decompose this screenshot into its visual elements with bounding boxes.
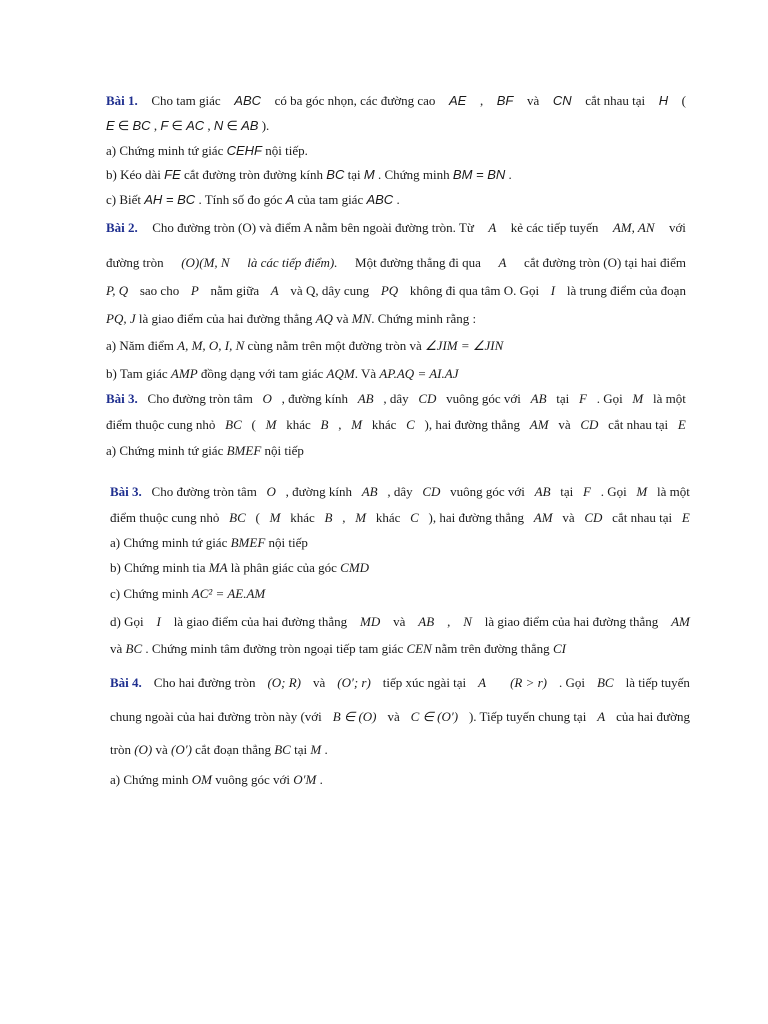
b4-line2: chung ngoài của hai đường tròn này (với B ∈ (O) và C ∈ (O′) ). Tiếp tuyến chung tại A của hai đường bbox=[110, 709, 690, 724]
b4-label: Bài 4. bbox=[110, 675, 142, 690]
b2-line2: đường tròn (O)(M, N là các tiếp điểm). Một đường thẳng đi qua A cắt đường tròn (O) tại hai điểm bbox=[106, 255, 686, 270]
b1-part-c: c) Biết AH = BC . Tính số đo góc A của tam giác ABC . bbox=[106, 192, 400, 207]
b3a-part-a: a) Chứng minh tứ giác BMEF nội tiếp bbox=[106, 443, 304, 458]
b2-label: Bài 2. bbox=[106, 220, 138, 235]
b3b-label: Bài 3. bbox=[110, 484, 142, 499]
b2-line1: Bài 2. Cho đường tròn (O) và điểm A nằm bên ngoài đường tròn. Từ A kẻ các tiếp tuyến AM, AN với bbox=[106, 220, 686, 235]
b2-line4: PQ, J là giao điểm của hai đường thẳng AQ và MN. Chứng minh rằng : bbox=[106, 311, 477, 326]
b3a-line1: Bài 3. Cho đường tròn tâm O , đường kính AB , dây CD vuông góc với AB tại F . Gọi M là một bbox=[106, 391, 686, 406]
b3b-part-d1: d) Gọi I là giao điểm của hai đường thẳng MD và AB , N là giao điểm của hai đường thẳng AM bbox=[110, 614, 690, 629]
b1-part-b: b) Kéo dài FE cắt đường tròn đường kính BC tại M . Chứng minh BM = BN . bbox=[106, 167, 512, 182]
b3b-part-d2: và BC . Chứng minh tâm đường tròn ngoại tiếp tam giác CEN nằm trên đường thẳng CI bbox=[110, 641, 566, 656]
b3b-line2: điểm thuộc cung nhỏ BC ( M khác B , M khác C ), hai đường thẳng AM và CD cắt nhau tại E bbox=[110, 510, 690, 525]
b2-line3: P, Q sao cho P nằm giữa A và Q, dây cung PQ không đi qua tâm O. Gọi I là trung điểm của đoạn bbox=[106, 283, 686, 298]
b1-label: Bài 1. bbox=[106, 93, 138, 108]
b1-conditions: E ∈ BC , F ∈ AC , N ∈ AB ). bbox=[106, 118, 270, 133]
b3b-part-b: b) Chứng minh tia MA là phân giác của góc CMD bbox=[110, 560, 370, 575]
b1-part-a: a) Chứng minh tứ giác CEHF nội tiếp. bbox=[106, 143, 308, 158]
b3b-line1: Bài 3. Cho đường tròn tâm O , đường kính AB , dây CD vuông góc với AB tại F . Gọi M là một bbox=[110, 484, 690, 499]
b3b-part-c: c) Chứng minh AC² = AE.AM bbox=[110, 586, 266, 601]
b2-part-a: a) Năm điểm A, M, O, I, N cùng nằm trên một đường tròn và ∠JIM = ∠JIN bbox=[106, 338, 504, 353]
b3b-part-a: a) Chứng minh tứ giác BMEF nội tiếp bbox=[110, 535, 308, 550]
b4-line1: Bài 4. Cho hai đường tròn (O; R) và (O′; r) tiếp xúc ngài tại A (R > r) . Gọi BC là tiếp tuyến bbox=[110, 675, 690, 690]
b3a-label: Bài 3. bbox=[106, 391, 138, 406]
b3a-line2: điểm thuộc cung nhỏ BC ( M khác B , M khác C ), hai đường thẳng AM và CD cắt nhau tại E bbox=[106, 417, 686, 432]
b4-line3: tròn (O) và (O′) cắt đoạn thẳng BC tại M . bbox=[110, 742, 328, 757]
b4-part-a: a) Chứng minh OM vuông góc với O′M . bbox=[110, 772, 323, 787]
b1-intro: Bài 1. Cho tam giác ABC có ba góc nhọn, các đường cao AE , BF và CN cắt nhau tại H ( bbox=[106, 93, 686, 108]
b2-part-b: b) Tam giác AMP đồng dạng với tam giác AQM. Và AP.AQ = AI.AJ bbox=[106, 366, 459, 381]
